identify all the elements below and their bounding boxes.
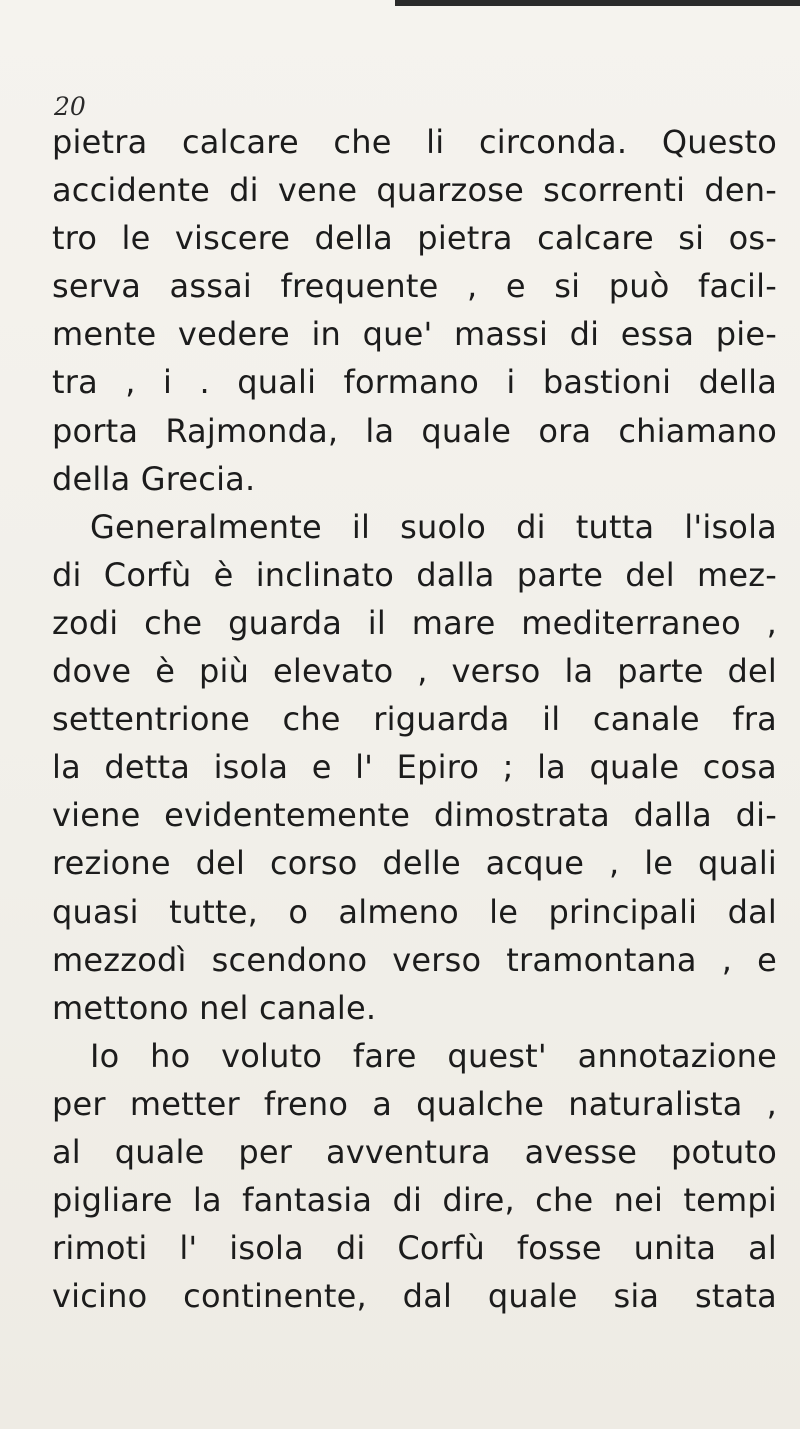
- text-line: settentrione che riguarda il canale fra: [52, 700, 777, 739]
- text-line: tro le viscere della pietra calcare si os-: [52, 219, 777, 258]
- text-line: la detta isola e l' Epiro ; la quale cosa: [52, 748, 777, 787]
- text-line: zodi che guarda il mare mediterraneo ,: [52, 603, 777, 642]
- text-line: per metter freno a qualche naturalista ,: [52, 1084, 777, 1123]
- text-line: al quale per avventura avesse potuto: [52, 1132, 777, 1171]
- text-line: rezione del corso delle acque , le quali: [52, 844, 777, 883]
- text-line: accidente di vene quarzose scorrenti den-: [52, 171, 777, 210]
- text-line: mente vedere in que' massi di essa pie-: [52, 315, 777, 354]
- text-line: serva assai frequente , e si può facil-: [52, 267, 777, 306]
- text-line: Generalmente il suolo di tutta l'isola: [90, 507, 777, 546]
- text-line: della Grecia.: [52, 459, 256, 498]
- text-line: dove è più elevato , verso la parte del: [52, 652, 777, 691]
- body-text: [52, 118, 777, 1320]
- text-line: porta Rajmonda, la quale ora chiamano: [52, 411, 777, 450]
- text-line: quasi tutte, o almeno le principali dal: [52, 892, 777, 931]
- text-line: Io ho voluto fare quest' annotazione: [90, 1036, 777, 1075]
- text-line: rimoti l' isola di Corfù fosse unita al: [52, 1229, 777, 1268]
- text-line: viene evidentemente dimostrata dalla di-: [52, 796, 777, 835]
- text-line: pietra calcare che li circonda. Questo: [52, 123, 777, 161]
- text-line: pigliare la fantasia di dire, che nei tempi: [52, 1181, 777, 1220]
- text-line: mettono nel canale.: [52, 988, 377, 1027]
- text-line: mezzodì scendono verso tramontana , e: [52, 940, 777, 979]
- text-line: vicino continente, dal quale sia stata: [52, 1277, 777, 1316]
- page-number: 20: [54, 92, 86, 121]
- text-line: tra , i . quali formano i bastioni della: [52, 363, 777, 402]
- top-edge-rule: [395, 0, 800, 6]
- text-line: di Corfù è inclinato dalla parte del mez-: [52, 555, 777, 594]
